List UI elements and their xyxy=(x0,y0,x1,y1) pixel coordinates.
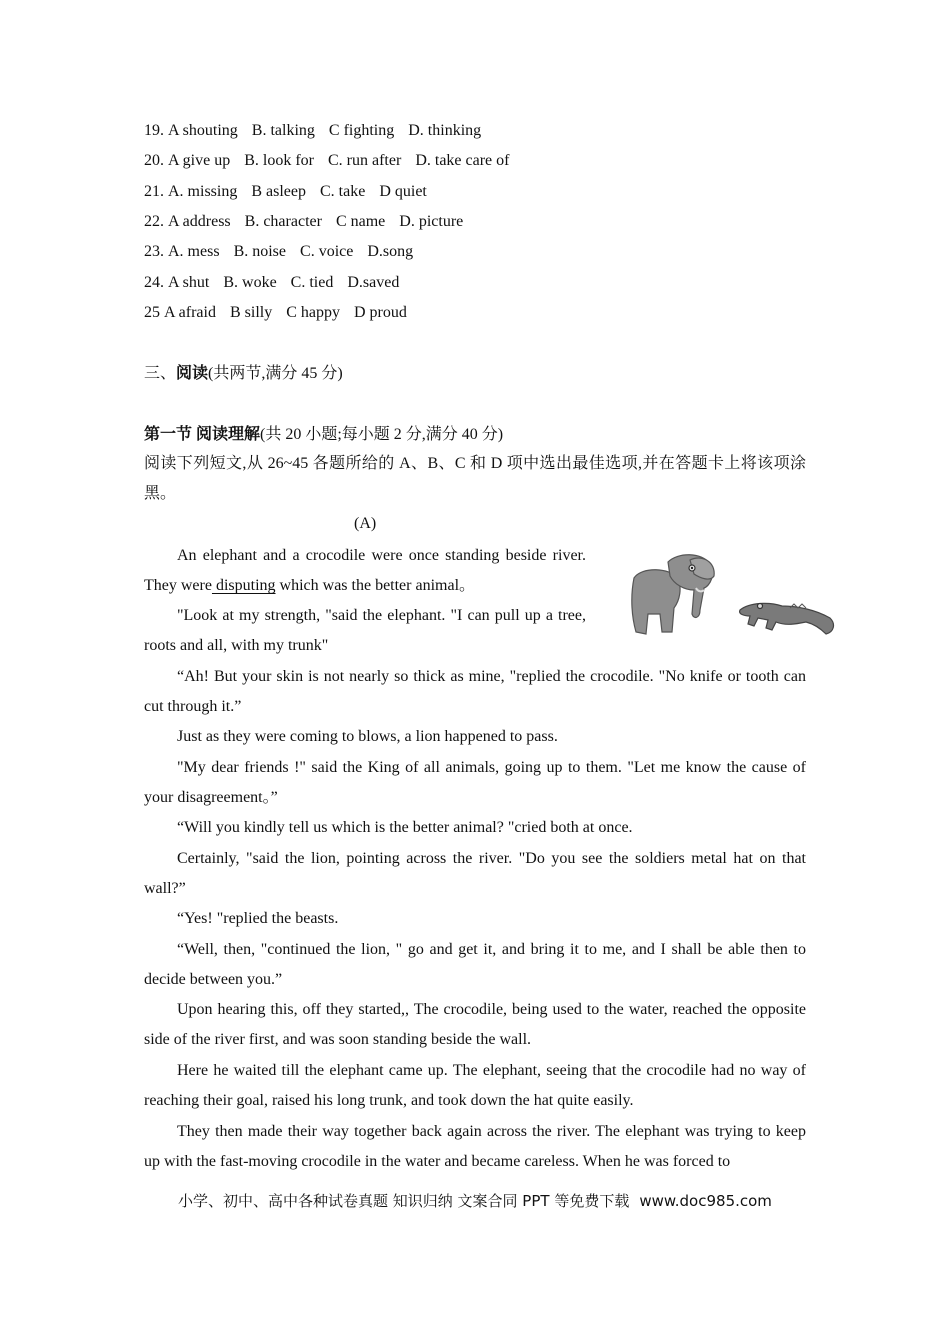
option-choice: D quiet xyxy=(379,183,427,200)
paragraph: “Ah! But your skin is not nearly so thick as mine, "replied the crocodile. "No knife or tooth can cut through it.” xyxy=(144,668,806,716)
option-choice: D.song xyxy=(367,243,414,260)
question-number: 20. xyxy=(144,152,164,169)
option-choice: D proud xyxy=(354,304,407,321)
paragraph: An elephant and a crocodile were once standing beside river. They were disputing which was the better animal。 xyxy=(144,547,586,595)
elephant-icon xyxy=(632,555,714,634)
instruction-text: 阅读下列短文,从 26~45 各题所给的 A、B、C 和 D 项中选出最佳选项,并在答题卡上将该项涂黑。 xyxy=(144,455,806,503)
option-choice: B. character xyxy=(244,213,322,230)
paragraph: Upon hearing this, off they started,, The crocodile, being used to the water, reached the opposite side of the river first, and was soon standing beside the wall. xyxy=(144,1001,806,1049)
question-number: 22. xyxy=(144,213,164,230)
part-heading: 第一节 阅读理解(共 20 小题;每小题 2 分,满分 40 分) xyxy=(144,426,504,443)
option-choice: A shut xyxy=(168,274,210,291)
option-choice: D. take care of xyxy=(415,152,510,169)
option-choice: D. thinking xyxy=(408,122,482,139)
option-choice: D. picture xyxy=(399,213,464,230)
option-choice: C name xyxy=(335,213,386,230)
option-choice: A shouting xyxy=(168,122,238,139)
option-choice: C. tied xyxy=(290,274,334,291)
footer-url[interactable]: www.doc985.com xyxy=(639,1192,772,1210)
paragraph: Just as they were coming to blows, a lion happened to pass. xyxy=(177,728,558,745)
cloze-option-line xyxy=(144,303,421,323)
paragraph: "Look at my strength, "said the elephant. "I can pull up a tree, roots and all, with my trunk" xyxy=(144,607,586,655)
illustration xyxy=(620,548,842,640)
question-number: 21. xyxy=(144,183,164,200)
paragraph: “Well, then, "continued the lion, " go and get it, and bring it to me, and I shall be able then to decide between you.” xyxy=(144,941,806,989)
question-number: 24. xyxy=(144,274,164,291)
option-choice: C happy xyxy=(286,304,340,321)
option-choice: C. voice xyxy=(300,243,354,260)
option-choice: A give up xyxy=(168,152,231,169)
paragraph: Certainly, "said the lion, pointing across the river. "Do you see the soldiers metal hat on that wall?” xyxy=(144,850,806,898)
paragraph: Here he waited till the elephant came up. The elephant, seeing that the crocodile had no way of reaching their goal, raised his long trunk, and took down the hat quite easily. xyxy=(144,1062,806,1110)
paragraph: They then made their way together back again across the river. The elephant was trying to keep up with the fast-moving crocodile in the water and became careless. When he was forced to xyxy=(144,1123,806,1171)
option-choice: A. mess xyxy=(168,243,220,260)
question-number: 23. xyxy=(144,243,164,260)
option-choice: B. noise xyxy=(233,243,287,260)
crocodile-icon xyxy=(740,603,834,634)
option-choice: B. look for xyxy=(244,152,314,169)
cloze-option-line xyxy=(144,121,495,141)
option-choice: B asleep xyxy=(251,183,306,200)
option-choice: B. talking xyxy=(251,122,315,139)
option-choice: C. take xyxy=(320,183,366,200)
option-choice: C. run after xyxy=(328,152,402,169)
option-choice: B. woke xyxy=(223,274,277,291)
paragraph: “Yes! "replied the beasts. xyxy=(177,910,339,927)
option-choice: C fighting xyxy=(328,122,395,139)
cloze-option-line xyxy=(144,212,477,232)
paragraph: "My dear friends !" said the King of all animals, going up to them. "Let me know the cause of your disagreement。” xyxy=(144,759,806,807)
option-choice: A afraid xyxy=(164,304,216,321)
question-number: 25 xyxy=(144,304,160,321)
cloze-option-line xyxy=(144,242,427,262)
section-heading: 三、阅读(共两节,满分 45 分) xyxy=(144,365,343,382)
option-choice: B silly xyxy=(229,304,273,321)
question-number: 19. xyxy=(144,122,164,139)
cloze-option-line xyxy=(144,182,441,202)
passage-label: (A) xyxy=(354,515,377,532)
underlined-word: disputing xyxy=(211,577,276,595)
option-choice: A address xyxy=(168,213,231,230)
cloze-option-line xyxy=(144,151,523,171)
option-choice: A. missing xyxy=(168,183,238,200)
cloze-option-line xyxy=(144,273,413,293)
page-footer: 小学、初中、高中各种试卷真题 知识归纳 文案合同 PPT 等免费下载 www.doc985.com xyxy=(178,1192,772,1210)
paragraph: “Will you kindly tell us which is the better animal? "cried both at once. xyxy=(177,819,633,836)
option-choice: D.saved xyxy=(347,274,400,291)
